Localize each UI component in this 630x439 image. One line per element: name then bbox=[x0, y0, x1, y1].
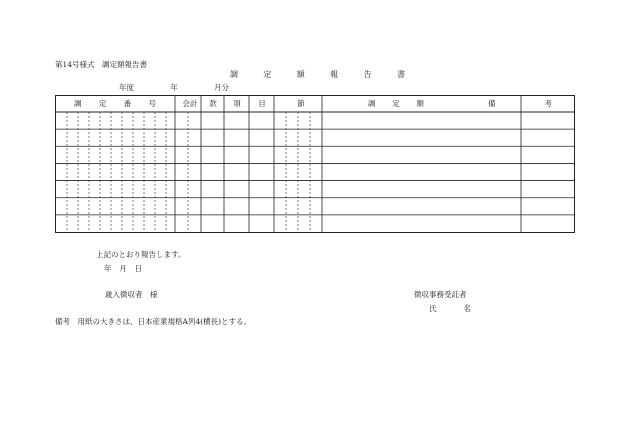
header-setsu: 節 bbox=[297, 99, 305, 108]
header-remarks: 備 考 bbox=[488, 99, 552, 108]
title-char: 調 bbox=[230, 70, 238, 79]
date-line: 年 月 日 bbox=[104, 264, 142, 273]
agent-label: 徴収事務受託者 bbox=[414, 290, 467, 299]
form-number: 第14号様式 調定額報告書 bbox=[55, 60, 148, 69]
report-statement: 上記のとおり報告します。 bbox=[96, 250, 186, 259]
header-amount: 調 定 額 bbox=[368, 99, 424, 108]
period-line bbox=[119, 83, 229, 92]
title-char: 額 bbox=[296, 70, 305, 79]
document-title bbox=[230, 70, 405, 80]
table-grid bbox=[56, 96, 574, 232]
header-code: 調 定 番 号 bbox=[74, 99, 156, 108]
header-kaikei: 会計 bbox=[182, 99, 198, 108]
title-char: 定 bbox=[263, 70, 272, 79]
header-moku: 目 bbox=[258, 99, 266, 108]
header-kou: 項 bbox=[233, 99, 241, 108]
paper-size-note: 備考 用紙の大きさは、日本産業規格A列4(横長)とする。 bbox=[55, 317, 252, 326]
title-char: 報 bbox=[330, 70, 339, 79]
header-kan: 款 bbox=[209, 99, 217, 108]
title-char: 書 bbox=[396, 70, 405, 79]
month-label: 月分 bbox=[214, 83, 229, 92]
title-char: 告 bbox=[363, 70, 372, 79]
report-table bbox=[55, 95, 575, 233]
recipient-label: 歳入徴収者 様 bbox=[105, 290, 158, 299]
name-label: 氏 名 bbox=[429, 304, 471, 313]
fiscal-year-label: 年度 bbox=[119, 83, 134, 92]
year-label: 年 bbox=[170, 83, 178, 92]
